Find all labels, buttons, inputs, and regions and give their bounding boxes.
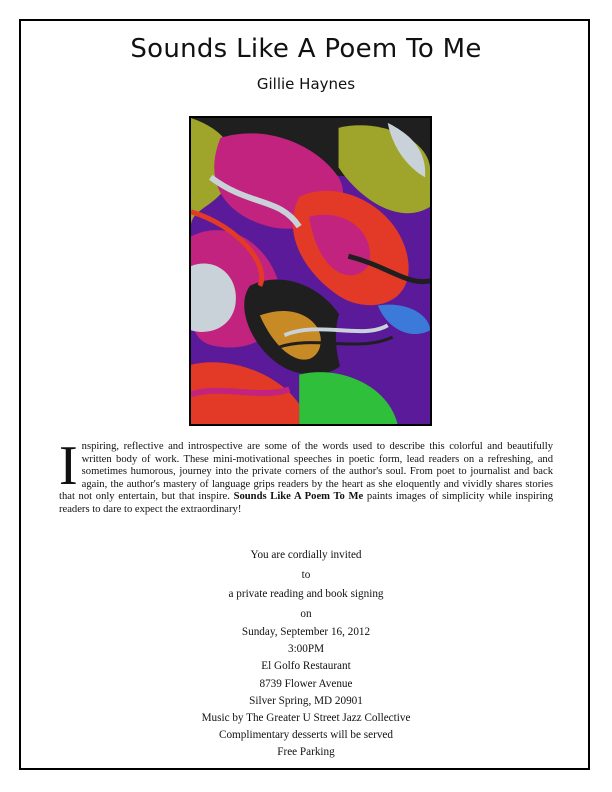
description-body: nspiring, reflective and introspective are some of the words used to describe this colorful and beautifully written body of work. These mini-motivational speeches in poetic form, lead readers on a refreshing, and sometimes humorous, journey into the private corners of the author's soul. From poet to journalist and back again, the author's mastery of language grips readers by the heart as she eloquently and vividly shares stories that not only entertain, but that inspire. xyxy=(59,441,553,503)
invite-line-3: a private reading and book signing xyxy=(228,588,384,600)
abstract-art-image xyxy=(191,118,430,424)
event-time: 3:00PM xyxy=(287,643,325,656)
author-name: Gillie Haynes xyxy=(256,75,356,93)
drop-cap-letter: I xyxy=(59,435,78,497)
venue-street: 8739 Flower Avenue xyxy=(259,677,353,690)
venue-city: Silver Spring, MD 20901 xyxy=(249,694,363,707)
desserts-note: Complimentary desserts will be served xyxy=(219,729,393,742)
description-paragraph xyxy=(59,435,554,517)
book-title: Sounds Like A Poem To Me xyxy=(130,34,482,64)
invite-line-1: You are cordially invited xyxy=(250,549,362,561)
music-credit: Music by The Greater U Street Jazz Collective xyxy=(201,711,411,724)
parking-note: Free Parking xyxy=(277,746,335,759)
invitation-block xyxy=(0,546,612,762)
event-date: Sunday, September 16, 2012 xyxy=(241,626,371,638)
invite-line-4: on xyxy=(300,607,312,620)
invite-line-2: to xyxy=(301,568,311,581)
venue-name: El Golfo Restaurant xyxy=(261,660,351,673)
description-bold-title: Sounds Like A Poem To Me xyxy=(233,491,364,503)
cover-artwork xyxy=(189,116,432,426)
description-closing: paints images of simplicity while inspiring readers to dare to expect the extraordinary! xyxy=(59,491,554,515)
